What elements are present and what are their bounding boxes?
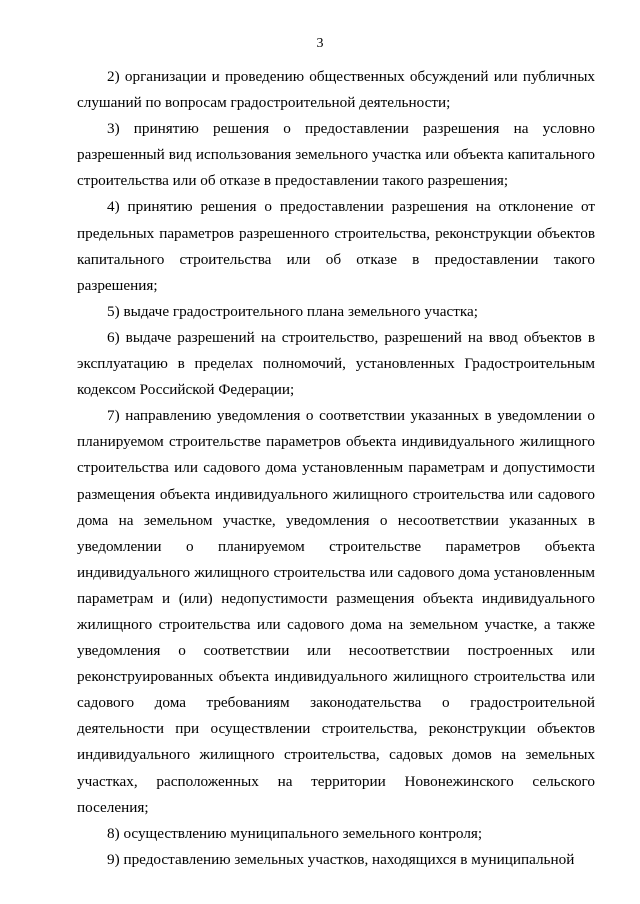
paragraph-item-2: 2) организации и проведению общественных обсуждений или публичных слушаний по вопросам градостроительной деятельности; [77,68,595,112]
paragraph-item-5: 5) выдаче градостроительного плана земельного участка; [107,302,478,320]
paragraph-item-7: 7) направлению уведомления о соответствии указанных в уведомлении о планируемом строительстве параметров объекта индивидуального жилищного строительства или садового дома установленным параметрам и допустимости размещения объекта индивидуального жилищного строительства или садового дома на земельном участке, уведомления о несоответствии указанных в уведомлении о планируемом строительстве параметров объекта индивидуального жилищного строительства или садового дома установленным параметрам и (или) недопустимости размещения объекта индивидуального жилищного строительства или садового дома на земельном участке, а также уведомления о соответствии или несоответствии построенных или реконструированных объекта индивидуального жилищного строительства или садового дома требованиям законодательства о градостроительной деятельности при осуществлении строительства, реконструкции объектов индивидуального жилищного строительства, садовых домов на земельных участках, расположенных на территории Новонежинского сельского поселения; [77,407,595,816]
page-number: 3 [316,36,324,51]
paragraph-item-8: 8) осуществлению муниципального земельного контроля; [107,824,483,842]
paragraph-item-4: 4) принятию решения о предоставлении разрешения на отклонение от предельных параметров разрешенного строительства, реконструкции объектов капитального строительства или об отказе в предоставлении такого разрешения; [77,198,595,294]
paragraph-item-9: 9) предоставлению земельных участков, находящихся в муниципальной [107,850,575,868]
paragraph-item-3: 3) принятию решения о предоставлении разрешения на условно разрешенный вид использования земельного участка или объекта капитального строительства или об отказе в предоставлении такого разрешения; [77,120,595,190]
document-body [77,64,595,873]
paragraph-item-6: 6) выдаче разрешений на строительство, разрешений на ввод объектов в эксплуатацию в пределах полномочий, установленных Градостроительным кодексом Российской Федерации; [77,328,595,399]
